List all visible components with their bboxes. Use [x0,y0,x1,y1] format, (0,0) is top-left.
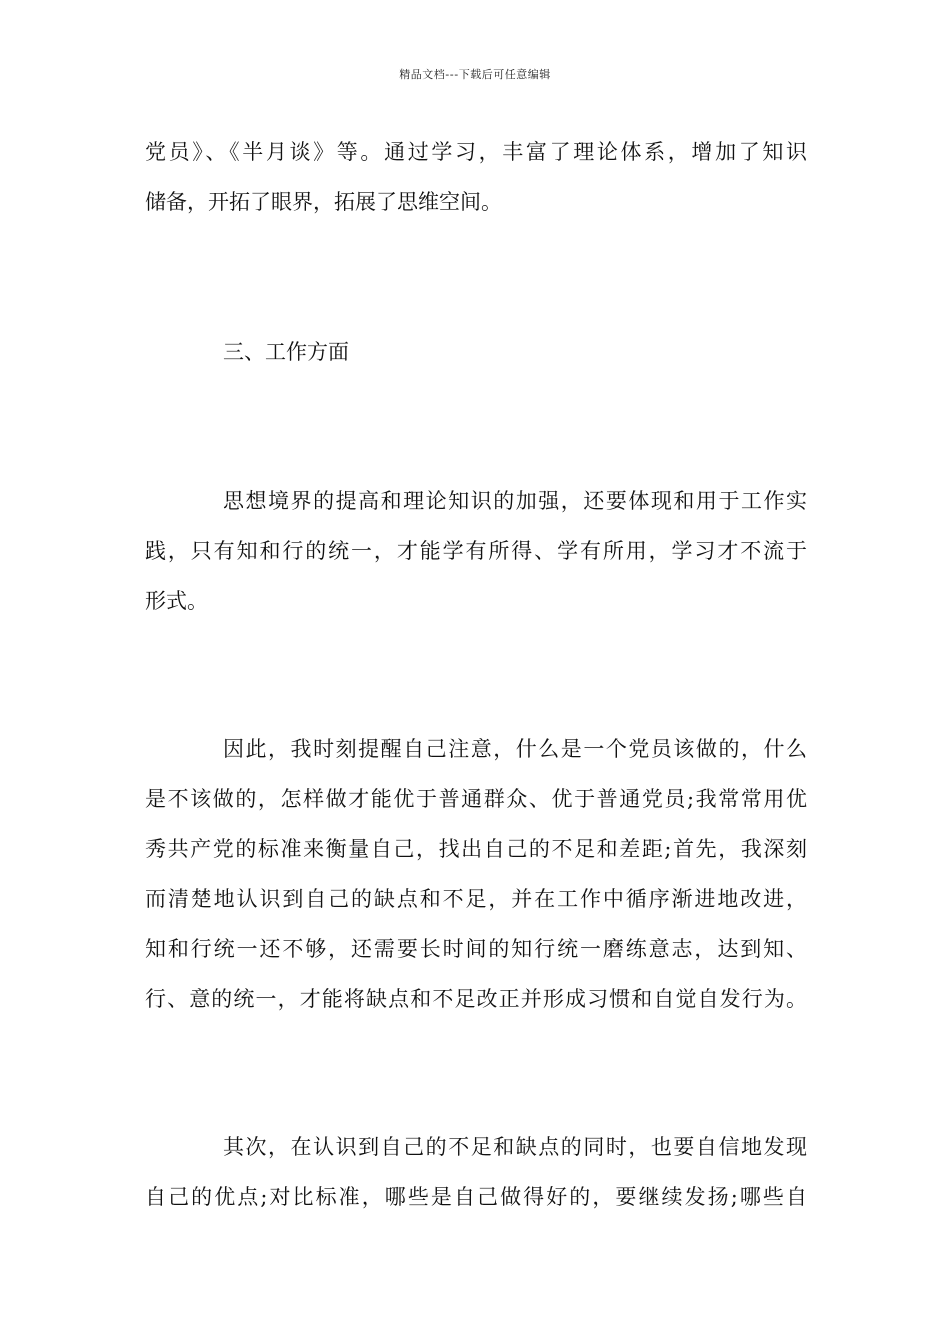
section-heading-work: 三、工作方面 [223,340,349,364]
paragraph-2-line-3: 形式。 [145,589,208,613]
paragraph-4-line-1: 其次，在认识到自己的不足和缺点的同时，也要自信地发现 [223,1135,807,1159]
paragraph-3-line-6: 行、意的统一，才能将缺点和不足改正并形成习惯和自觉自发行为。 [145,987,807,1011]
paragraph-3-line-1: 因此，我时刻提醒自己注意，什么是一个党员该做的，什么 [223,737,807,761]
paragraph-4-line-2: 自己的优点;对比标准，哪些是自己做得好的，要继续发扬;哪些自 [145,1185,807,1209]
paragraph-3-line-2: 是不该做的，怎样做才能优于普通群众、优于普通党员;我常常用优 [145,787,807,811]
paragraph-3-line-4: 而清楚地认识到自己的缺点和不足，并在工作中循序渐进地改进， [145,887,807,911]
paragraph-2-line-1: 思想境界的提高和理论知识的加强，还要体现和用于工作实 [223,489,807,513]
page-header: 精品文档---下载后可任意编辑 [399,68,551,81]
paragraph-1-line-1: 党员》、《半月谈》等。通过学习，丰富了理论体系，增加了知识 [145,140,807,164]
paragraph-2-line-2: 践，只有知和行的统一，才能学有所得、学有所用，学习才不流于 [145,539,807,563]
paragraph-3-line-5: 知和行统一还不够，还需要长时间的知行统一磨练意志，达到知、 [145,937,807,961]
paragraph-3-line-3: 秀共产党的标准来衡量自己，找出自己的不足和差距;首先，我深刻 [145,837,807,861]
paragraph-1-line-2: 储备，开拓了眼界，拓展了思维空间。 [145,190,502,214]
